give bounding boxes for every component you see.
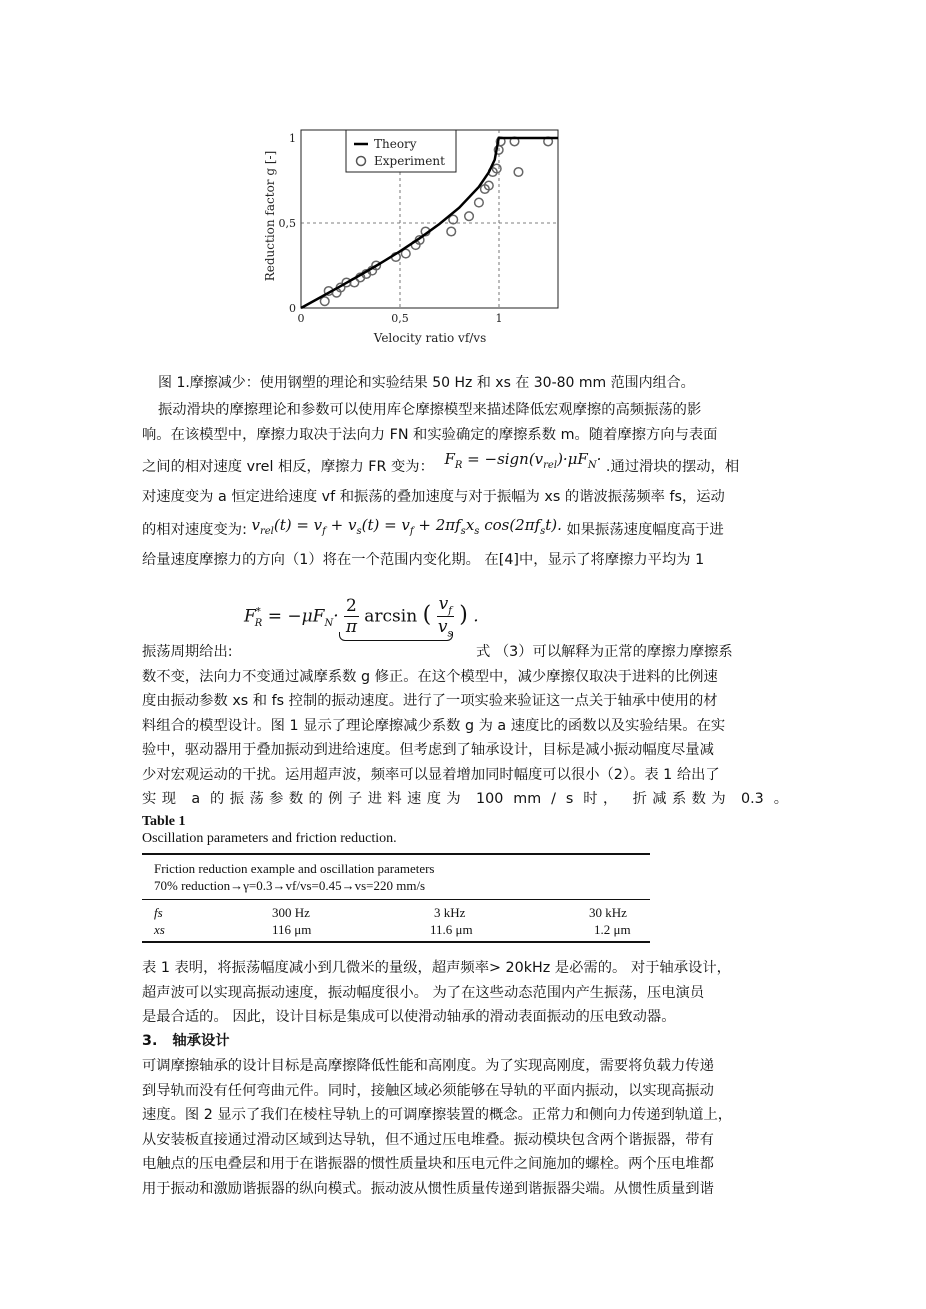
table-cell: 1.2 μm — [594, 922, 631, 937]
paragraph-bearing-design — [142, 1054, 788, 1201]
text-line: 振动滑块的摩擦理论和参数可以使用库仑摩擦模型来描述降低宏观摩擦的高频振荡的影 — [158, 402, 702, 418]
x-tick-label: 0,5 — [391, 312, 409, 325]
text-line: 数不变，法向力不变通过减摩系数 g 修正。在这个模型中，减少摩擦仅取决于进料的比例速 — [142, 668, 718, 685]
text-fragment: .通过滑块的摆动，相 — [605, 459, 740, 475]
x-tick-label: 1 — [495, 312, 503, 325]
legend-experiment-label: Experiment — [374, 154, 445, 168]
table-cell: 30 kHz — [589, 905, 627, 920]
x-ticks — [298, 312, 503, 325]
text-line: 表 1 表明，将振荡幅度减小到几微米的量级，超声频率> 20kHz 是必需的。 对于轴承设计， — [142, 960, 731, 976]
text-fragment: 的相对速度变为: — [142, 521, 247, 538]
text-line: 到导轨而没有任何弯曲元件。同时，接触区域必须能够在导轨的平面内振动，以实现高振动 — [142, 1082, 714, 1099]
text-line: 电触点的压电叠层和用于在谐振器的惯性质量块和压电元件之间施加的螺栓。两个压电堆都 — [142, 1156, 714, 1172]
table-cell: 11.6 μm — [430, 922, 473, 937]
paragraph-table-discussion — [142, 956, 788, 1030]
table-header-2: 70% reduction→γ=0.3→vf/vs=0.45→vs=220 mm/s — [154, 878, 426, 893]
text-line: 对速度变为 a 恒定进给速度 vf 和振荡的叠加速度与对于振幅为 xs 的谐波振荡频率 fs，运动 — [142, 489, 725, 505]
experiment-point — [320, 297, 329, 306]
y-tick-label: 1 — [289, 132, 296, 145]
y-tick-label: 0 — [289, 302, 296, 315]
y-ticks — [279, 132, 297, 315]
chart-legend — [346, 130, 456, 172]
y-axis-label: Reduction factor g [-] — [263, 150, 277, 282]
experiment-point — [514, 168, 523, 177]
text-fragment: 式 （3）可以解释为正常的摩擦力摩擦系 — [476, 644, 733, 660]
text-line: 是最合适的。 因此，设计目标是集成可以使滑动轴承的滑动表面振动的压电致动器。 — [142, 1009, 676, 1025]
section-title: 轴承设计 — [172, 1033, 230, 1049]
formula-average-friction: $F^*_R = -\mu F_N\cdot$ $\frac{2}{\pi}$ arcsin ( $\frac{v_f}{v_s}$ ) . — [244, 594, 479, 640]
table-row-label-xs: xs — [154, 922, 165, 937]
text-line: 实现 a 的振荡参数的例子进料速度为 100 mm / s 时， 折减系数为 0.3 。 — [142, 791, 788, 807]
figure-caption: 图 1.摩擦减少：使用钢塑的理论和实验结果 50 Hz 和 xs 在 30-80 mm 范围内组合。 — [158, 375, 695, 391]
text-line: 度由振动参数 xs 和 fs 控制的振动速度。进行了一项实验来验证这一点关于轴承中使用的材 — [142, 693, 718, 709]
text-line: 可调摩擦轴承的设计目标是高摩擦降低性能和高刚度。为了实现高刚度，需要将负载力传递 — [142, 1058, 714, 1074]
paragraph-friction-model — [142, 398, 788, 572]
text-line: 给量速度摩擦力的方向（1）将在一个范围内变化期。 在[4]中，显示了将摩擦力平均为 1 — [142, 551, 705, 568]
paragraph-model-experiment — [142, 640, 788, 812]
x-axis-label: Velocity ratio vf/vs — [373, 331, 487, 345]
legend-theory-label: Theory — [374, 137, 417, 151]
table-cell: 116 μm — [272, 922, 312, 937]
table-header-1: Friction reduction example and oscillation parameters — [154, 861, 435, 876]
text-line — [142, 640, 788, 665]
table-row-label-fs: fs — [154, 905, 163, 920]
text-line: 响。在该模型中，摩擦力取决于法向力 FN 和实验确定的摩擦系数 m。随着摩擦方向与表面 — [142, 426, 718, 443]
text-line: 超声波可以实现高振动速度，振动幅度很小。 为了在这些动态范围内产生振荡，压电演员 — [142, 984, 705, 1001]
table-mid-rule — [142, 899, 650, 900]
section-number: 3. — [142, 1033, 158, 1049]
table-bottom-rule — [142, 941, 650, 943]
text-line: 从安装板直接通过滑动区域到达导轨，但不通过压电堆叠。振动模块包含两个谐振器，带有 — [142, 1131, 714, 1148]
text-fragment: 之间的相对速度 vrel 相反，摩擦力 FR 变为： — [142, 459, 434, 475]
table-label: Table 1 — [142, 814, 186, 829]
friction-reduction-chart — [258, 120, 578, 352]
text-fragment: 如果振荡速度幅度高于进 — [566, 521, 724, 538]
formula-relative-velocity: $v_{rel}(t) = v_f + v_s(t) = v_f + 2\pi f_sx_s$ $\cos(2\pi f_st)$. — [251, 515, 562, 537]
text-line: 用于振动和激励谐振器的纵向模式。振动波从惯性质量传递到谐振器尖端。从惯性质量到谐 — [142, 1180, 714, 1197]
text-line: 速度。图 2 显示了我们在棱柱导轨上的可调摩擦装置的概念。正常力和侧向力传递到轨道上， — [142, 1107, 733, 1123]
text-line: 验中，驱动器用于叠加振动到进给速度。但考虑到了轴承设计，目标是减小振动幅度尽量减 — [142, 742, 714, 758]
text-line — [142, 510, 788, 548]
text-line: 少对宏观运动的干扰。运用超声波，频率可以显着增加同时幅度可以很小（2）。表 1 给出了 — [142, 766, 720, 783]
text-line: 料组合的模型设计。图 1 显示了理论摩擦减少系数 g 为 a 速度比的函数以及实验结果。在实 — [142, 717, 726, 734]
x-tick-label: 0 — [297, 312, 305, 325]
section-heading — [142, 1030, 230, 1050]
text-line — [142, 447, 788, 485]
experiment-point — [475, 198, 484, 207]
table-cell: 300 Hz — [272, 905, 310, 920]
table-title: Oscillation parameters and friction reduction. — [142, 831, 397, 846]
y-tick-label: 0,5 — [278, 217, 296, 230]
table-top-rule — [142, 853, 650, 855]
text-fragment: 振荡周期给出: — [142, 644, 233, 660]
experiment-point — [447, 227, 456, 236]
formula-friction-force: $F_R$ = $-sign(v_{rel})\cdot\mu F_N\cdot$ — [444, 450, 602, 471]
table-cell: 3 kHz — [434, 905, 466, 920]
experiment-point — [465, 212, 474, 221]
